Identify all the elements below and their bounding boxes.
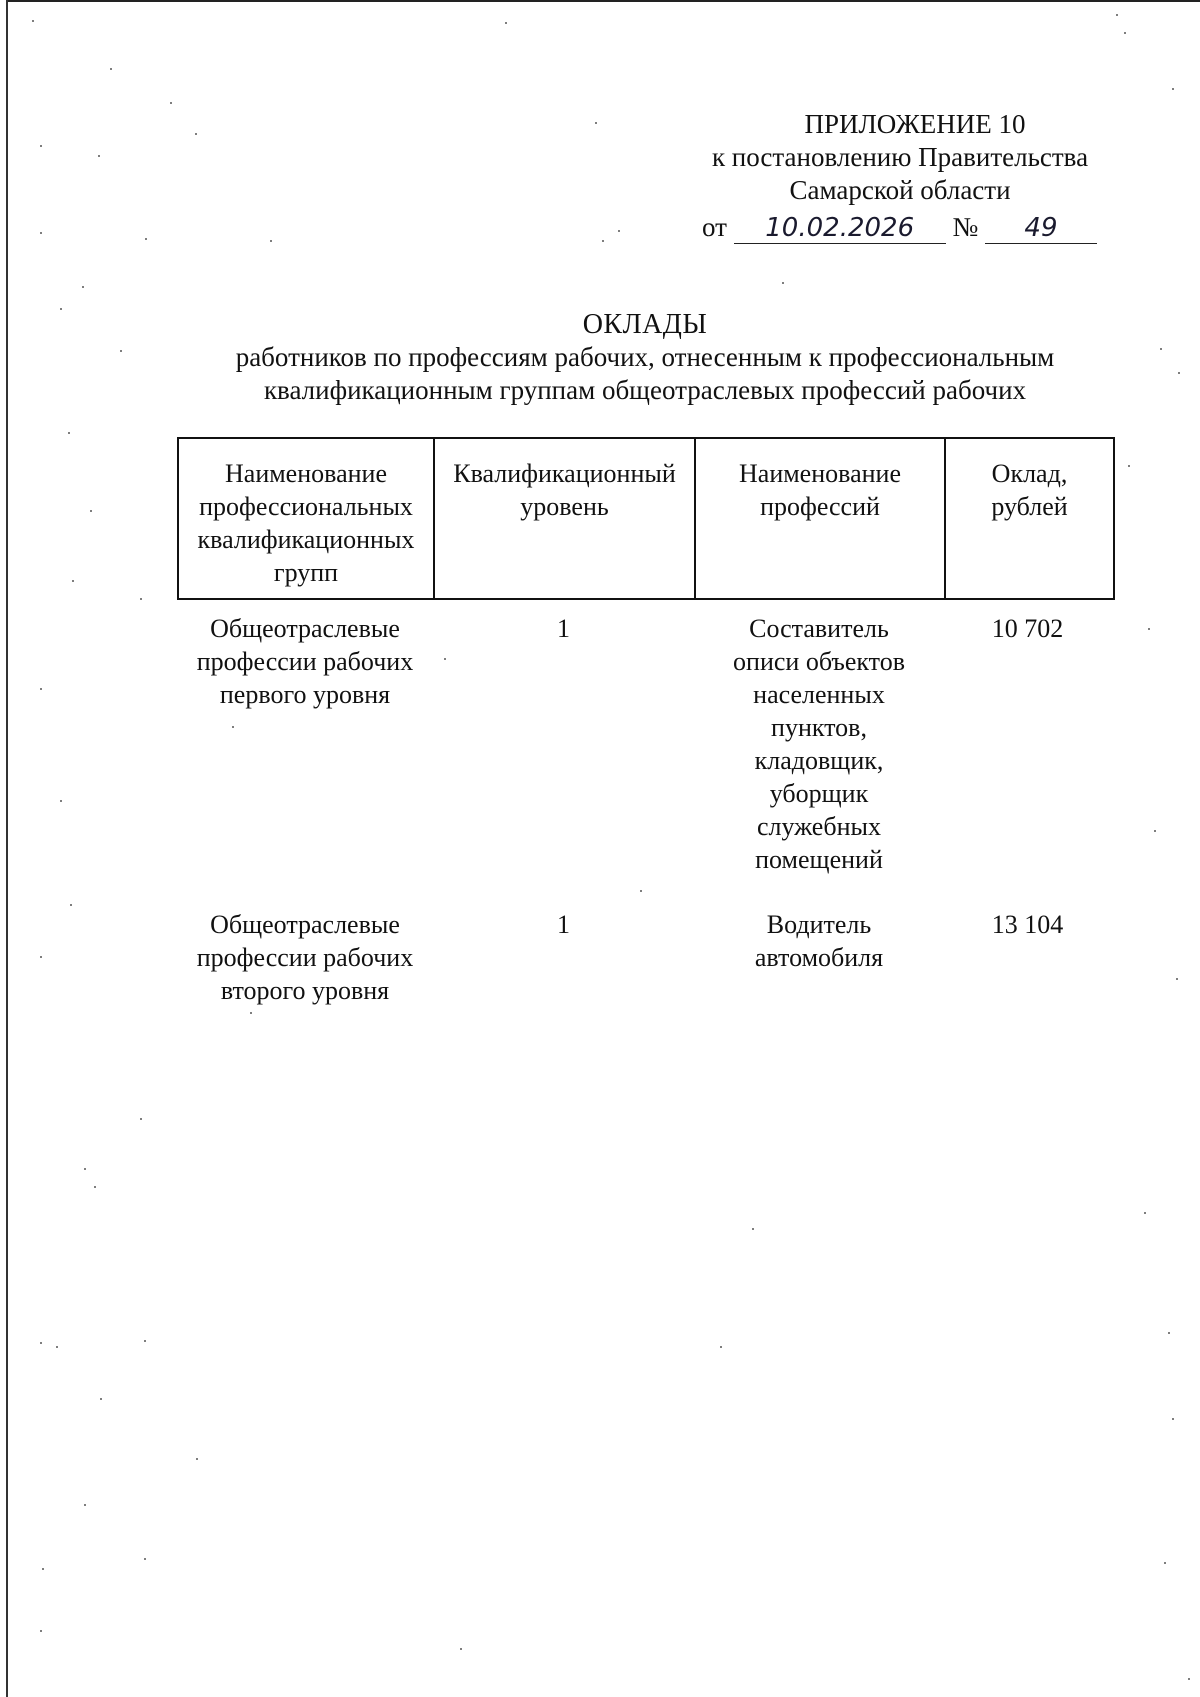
cell-line: помещений	[755, 845, 883, 874]
cell-group	[177, 612, 433, 876]
cell-line: населенных	[753, 680, 885, 709]
cell-group	[177, 908, 433, 1007]
table-row	[177, 908, 1115, 1007]
cell-line: Водитель	[766, 910, 872, 939]
number-sign: №	[952, 212, 979, 242]
cell-line: второго уровня	[220, 976, 390, 1005]
cell-line: описи объектов	[733, 647, 905, 676]
header-line: Квалификационный	[453, 459, 676, 488]
cell-salary: 13 104	[991, 910, 1064, 939]
document-heading: ОКЛАДЫ	[582, 309, 708, 340]
cell-level: 1	[557, 614, 570, 643]
header-line: Наименование	[225, 459, 387, 488]
header-line: квалификационных	[197, 525, 415, 554]
header-line: профессий	[760, 492, 880, 521]
header-line: профессиональных	[199, 492, 413, 521]
header-salary	[946, 439, 1113, 598]
header-line: групп	[273, 558, 339, 587]
header-qualification-level	[435, 439, 696, 598]
cell-line: уборщик	[769, 779, 869, 808]
cell-line: профессии рабочих	[196, 647, 414, 676]
appendix-title: ПРИЛОЖЕНИЕ 10	[804, 109, 1026, 139]
appendix-line-1: к постановлению Правительства	[711, 142, 1089, 172]
cell-line: Составитель	[749, 614, 889, 643]
cell-professions	[694, 612, 944, 876]
header-line: уровень	[520, 492, 609, 521]
cell-line: первого уровня	[219, 680, 391, 709]
scan-border-top	[8, 0, 1200, 2]
document-subtitle-line-1: работников по профессиям рабочих, отнесенным к профессиональным	[235, 342, 1055, 372]
appendix-header	[690, 108, 1110, 244]
handwritten-number: 49	[985, 213, 1097, 244]
header-group-name	[179, 439, 435, 598]
cell-line: Общеотраслевые	[210, 910, 400, 939]
document-title	[160, 308, 1130, 407]
appendix-date-line	[690, 211, 1110, 244]
cell-line: кладовщик,	[754, 746, 884, 775]
table-row	[177, 612, 1115, 876]
appendix-line-2: Самарской области	[789, 175, 1011, 205]
cell-line: пунктов,	[771, 713, 867, 742]
header-profession-name	[696, 439, 946, 598]
cell-level: 1	[557, 910, 570, 939]
cell-salary: 10 702	[991, 614, 1064, 643]
document-subtitle-line-2: квалификационным группам общеотраслевых профессий рабочих	[263, 375, 1027, 405]
header-line: Наименование	[739, 459, 901, 488]
header-line: Оклад,	[991, 459, 1068, 488]
scan-border-left	[6, 0, 8, 1697]
header-line: рублей	[991, 492, 1068, 521]
salary-table-header	[177, 437, 1115, 600]
cell-line: Общеотраслевые	[210, 614, 400, 643]
cell-line: автомобиля	[754, 943, 884, 972]
date-prefix: от	[702, 212, 727, 242]
cell-line: профессии рабочих	[196, 943, 414, 972]
cell-professions	[694, 908, 944, 1007]
handwritten-date: 10.02.2026	[734, 213, 946, 244]
cell-line: служебных	[757, 812, 881, 841]
